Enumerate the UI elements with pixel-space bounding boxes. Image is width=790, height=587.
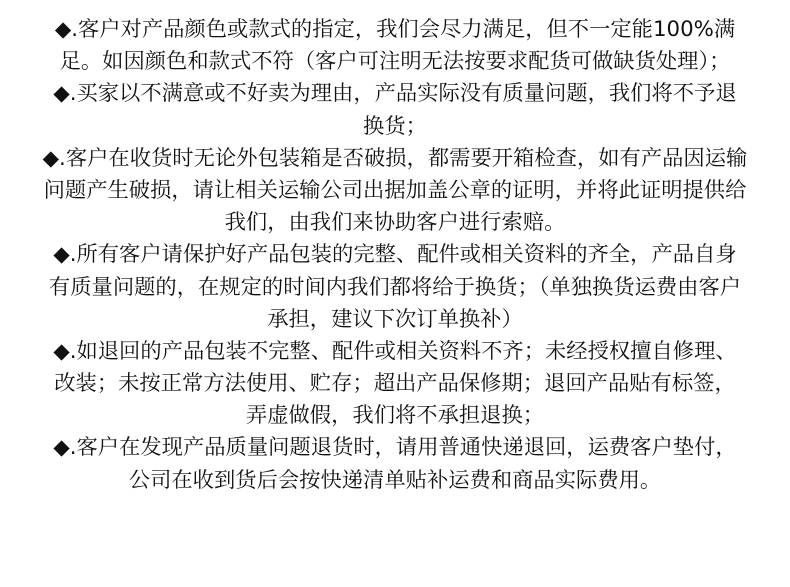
text-line: ◆.客户在发现产品质量问题退货时，请用普通快递退回，运费客户垫付，	[53, 435, 737, 461]
policy-item-shipping-damage	[4, 143, 786, 240]
text-line: ◆.客户对产品颜色或款式的指定，我们会尽力满足，但不一定能100%满	[54, 17, 736, 42]
text-line: ◆.买家以不满意或不好卖为理由，产品实际没有质量问题，我们将不予退	[53, 81, 737, 107]
text-line: ◆.所有客户请保护好产品包装的完整、配件或相关资料的齐全，产品自身	[53, 242, 737, 268]
text-line: 有质量问题的，在规定的时间内我们都将给于换货；（单独换货运费由客户	[48, 274, 742, 300]
text-line: 公司在收到货后会按快递清单贴补运费和商品实际费用。	[128, 467, 662, 493]
text-line: 弄虚做假，我们将不承担退换；	[245, 403, 545, 429]
policy-item-return-exclusions	[4, 336, 786, 433]
text-line: 换货；	[363, 113, 427, 139]
text-line: ◆.客户在收货时无论外包装箱是否破损，都需要开箱检查，如有产品因运输	[42, 145, 748, 171]
text-line: ◆.如退回的产品包装不完整、配件或相关资料不齐；未经授权擅自修理、	[53, 338, 737, 364]
policy-item-color-style	[4, 14, 786, 78]
text-line: 问题产生破损，请让相关运输公司出据加盖公章的证明，并将此证明提供给	[43, 177, 747, 203]
policy-item-return-shipping	[4, 432, 786, 496]
text-line: 我们，由我们来协助客户进行索赔。	[224, 210, 566, 236]
text-line: 改装；未按正常方法使用、贮存；超出产品保修期；退回产品贴有标签，	[54, 371, 736, 397]
policy-item-packaging-quality	[4, 239, 786, 336]
text-line: 承担，建议下次订单换补）	[267, 306, 523, 332]
text-line: 足。如因颜色和款式不符（客户可注明无法按要求配货可做缺货处理）；	[59, 49, 731, 75]
policy-item-no-return-dissatisfaction	[4, 78, 786, 142]
